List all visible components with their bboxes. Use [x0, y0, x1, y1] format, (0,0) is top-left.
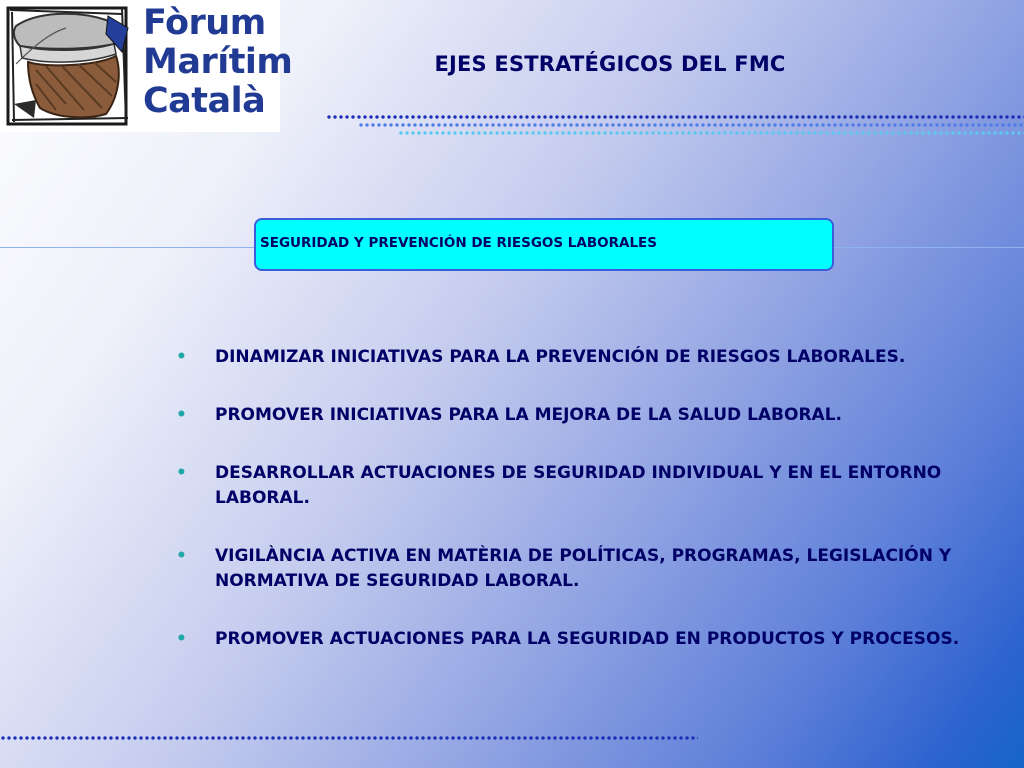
bullet-text: DESARROLLAR ACTUACIONES DE SEGURIDAD INDIVIDUAL Y EN EL ENTORNO LABORAL.	[215, 463, 942, 508]
bullet-text: DINAMIZAR INICIATIVAS PARA LA PREVENCIÓN DE RIESGOS LABORALES.	[215, 347, 906, 367]
logo	[0, 0, 293, 132]
sailor-cap-icon	[6, 4, 134, 128]
logo-line-2: Marítim	[143, 42, 293, 82]
bullet-list	[172, 345, 972, 685]
section-header-box	[254, 218, 834, 271]
slide-title: EJES ESTRATÉGICOS DEL FMC	[434, 52, 786, 76]
bullet-item	[172, 461, 967, 511]
logo-line-1: Fòrum	[143, 3, 266, 43]
dotted-rule-bottom	[0, 736, 698, 740]
bullet-item	[172, 627, 967, 652]
bullet-text: PROMOVER ACTUACIONES PARA LA SEGURIDAD EN PRODUCTOS Y PROCESOS.	[215, 629, 960, 649]
dotted-rule-top-1	[326, 115, 1024, 119]
bullet-marker: •	[176, 629, 187, 649]
dotted-rule-top-3	[398, 131, 1024, 135]
section-label: SEGURIDAD Y PREVENCIÓN DE RIESGOS LABORALES	[260, 235, 658, 251]
dotted-rule-top-2	[358, 123, 1024, 127]
bullet-marker: •	[176, 405, 187, 425]
bullet-item	[172, 403, 967, 428]
logo-wordmark	[143, 4, 292, 121]
bullet-text: PROMOVER INICIATIVAS PARA LA MEJORA DE LA SALUD LABORAL.	[215, 405, 842, 425]
bullet-item	[172, 345, 967, 370]
bullet-marker: •	[176, 463, 187, 483]
bullet-text: VIGILÀNCIA ACTIVA EN MATÈRIA DE POLÍTICAS, PROGRAMAS, LEGISLACIÓN Y NORMATIVA DE SEGURIDAD LABORAL.	[215, 546, 952, 591]
logo-line-3: Català	[143, 81, 266, 121]
bullet-item	[172, 544, 967, 594]
bullet-marker: •	[176, 546, 187, 566]
bullet-marker: •	[176, 347, 187, 367]
